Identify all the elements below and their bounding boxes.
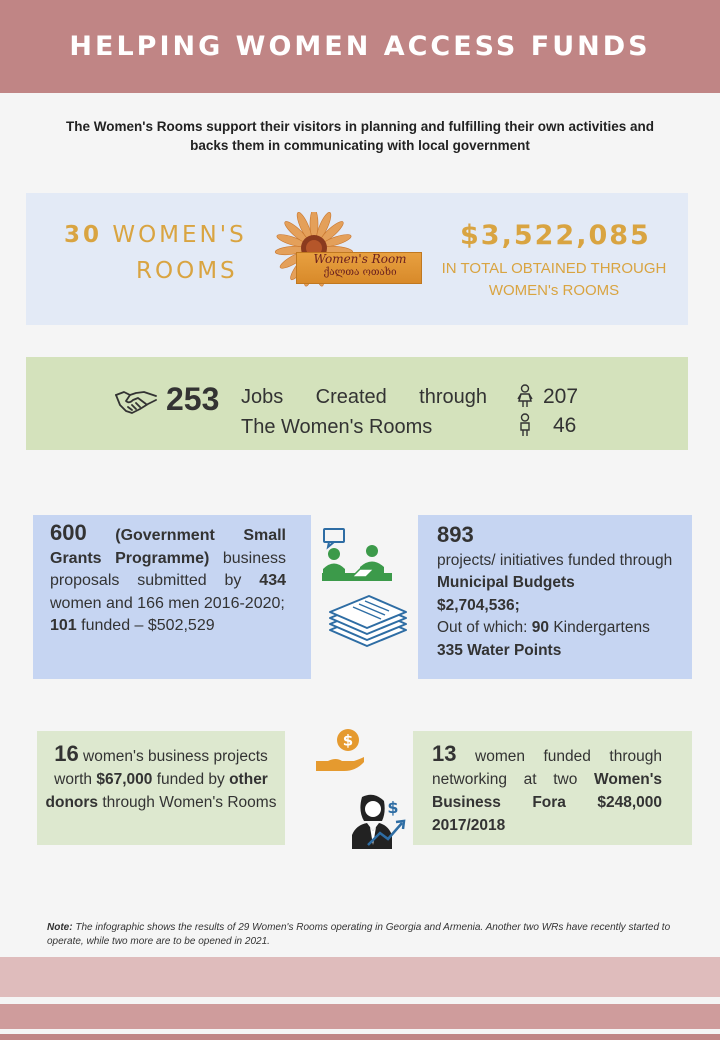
donors-text-2: funded by <box>152 771 230 788</box>
grants-text <box>50 522 286 638</box>
footnote-label: Note: <box>47 922 73 933</box>
business-fora: Women's Business Fora <box>432 771 662 811</box>
grants-women: 434 <box>259 572 286 589</box>
donors-amount: $67,000 <box>96 771 153 788</box>
intro-text: The Women's Rooms support their visitors in planning and fulfilling their own activities and backs them in communicating with local government <box>65 119 654 153</box>
total-amount: $3,522,085 <box>460 220 651 251</box>
businesswoman-growth-icon <box>350 793 408 851</box>
rooms-number: 30 <box>64 222 103 248</box>
grants-funded-number: 101 <box>50 617 77 634</box>
footer-band <box>0 1004 720 1029</box>
footer-band <box>0 1034 720 1040</box>
logo-text: Women's Room <box>313 252 407 266</box>
donors-number: 16 <box>54 741 79 766</box>
fora-text <box>432 742 662 837</box>
jobs-word: through <box>419 386 487 408</box>
grants-funded-text: funded – $502,529 <box>76 617 215 634</box>
jobs-text-line2: The Women's Rooms <box>241 416 433 438</box>
documents-stack-icon <box>327 590 409 648</box>
other-donors: other donors <box>45 771 268 811</box>
man-icon <box>516 413 534 437</box>
fora-number: 13 <box>432 741 457 766</box>
donors-text-3: through Women's Rooms <box>98 794 277 811</box>
donors-text-1: women's business projects worth <box>54 748 268 788</box>
meeting-icon <box>320 527 394 583</box>
grants-text-1: business proposals submitted by <box>50 549 287 589</box>
footnote-text: The infographic shows the results of 29 Women's Rooms operating in Georgia and Armenia. Another two WRs have recently started to operate, while two more are to be opened in 2021. <box>47 922 671 947</box>
rooms-label-2: ROOMS <box>136 258 238 284</box>
woman-icon <box>515 384 535 408</box>
fora-amount: $248,000 2017/2018 <box>432 794 662 834</box>
fora-text-1: women funded through networking at two <box>432 748 662 788</box>
women-jobs-count: 207 <box>543 385 579 408</box>
grants-programme: (Government Small Grants Programme) <box>50 527 286 567</box>
municipal-number: 893 <box>437 522 474 547</box>
jobs-text-line1 <box>241 386 487 409</box>
grants-text-2: women and 166 men 2016-2020; <box>50 594 285 612</box>
rooms-label-1: WOMEN'S <box>112 222 247 248</box>
svg-text:$: $ <box>342 731 354 750</box>
svg-text:$: $ <box>387 798 399 817</box>
jobs-number: 253 <box>166 381 220 417</box>
jobs-word: Created <box>315 386 387 408</box>
donors-text <box>44 742 278 814</box>
jobs-word: Jobs <box>241 386 284 408</box>
rooms-count <box>64 222 247 248</box>
coin-hand-icon <box>314 727 366 775</box>
kindergarten-number: 90 <box>531 619 550 636</box>
page-title: HELPING WOMEN ACCESS FUNDS <box>69 31 651 62</box>
municipal-budgets: Municipal Budgets <box>437 574 575 591</box>
handshake-icon <box>114 387 158 415</box>
footer-band <box>0 957 720 997</box>
municipal-text <box>437 524 682 662</box>
total-description: IN TOTAL OBTAINED THROUGH WOMEN's ROOMS <box>441 260 667 299</box>
municipal-text-1: projects/ initiatives funded through <box>437 551 673 569</box>
water-points: 335 Water Points <box>437 641 562 659</box>
men-jobs-count: 46 <box>553 414 577 437</box>
grants-number: 600 <box>50 520 87 545</box>
municipal-text-2: Out of which: <box>437 619 532 636</box>
kindergarten-text: Kindergartens <box>549 619 650 636</box>
municipal-amount: $2,704,536; <box>437 596 520 614</box>
footnote <box>47 921 687 949</box>
logo-text-georgian: ქალთა ოთახი <box>323 267 397 278</box>
page-header <box>0 0 720 93</box>
